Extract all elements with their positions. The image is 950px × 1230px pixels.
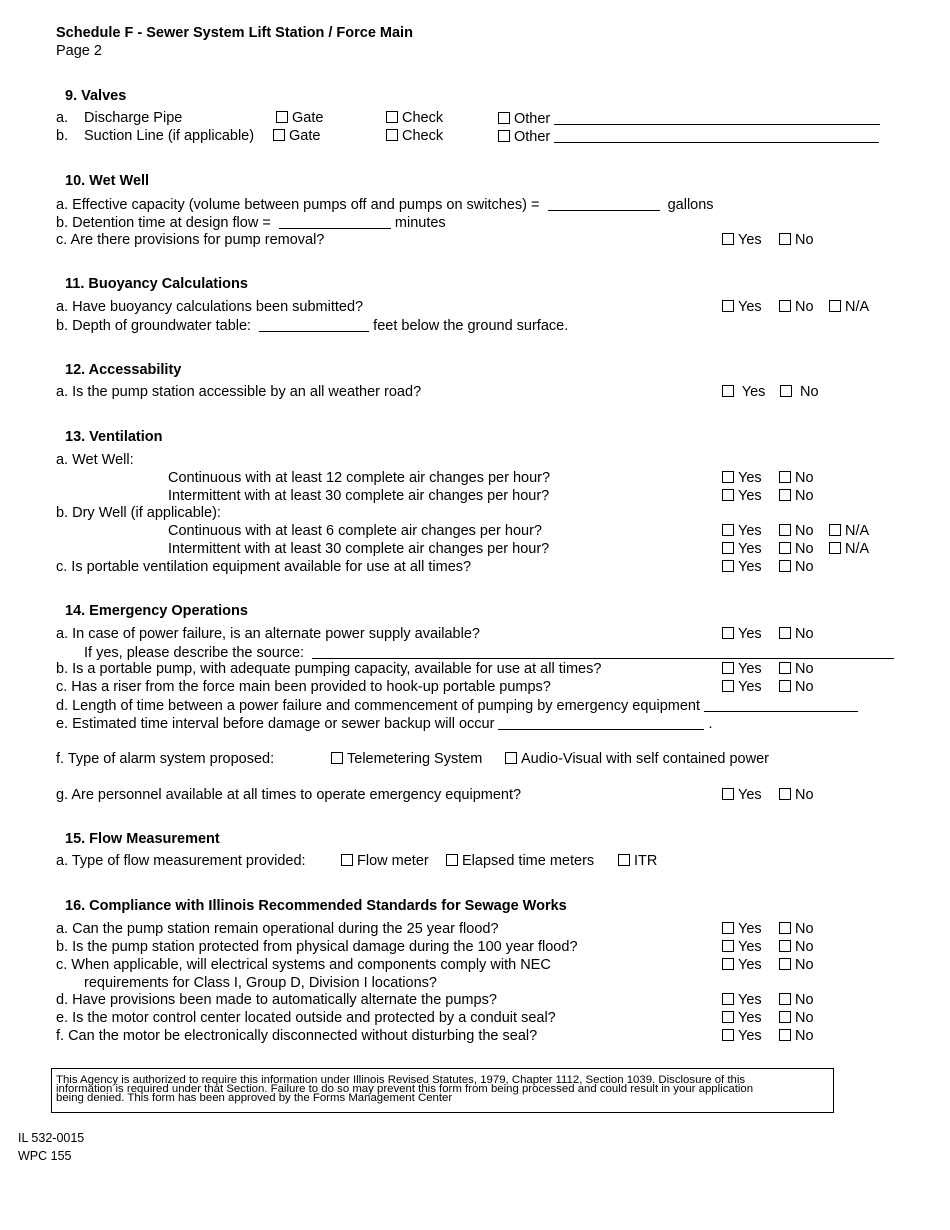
s16-a-no[interactable]: No [779,921,814,938]
s14-f-telemetering[interactable]: Telemetering System [331,751,482,768]
detention-time-field[interactable] [279,214,391,229]
checkbox-icon[interactable] [779,662,791,674]
checkbox-icon[interactable] [779,788,791,800]
s13-a2-no[interactable]: No [779,488,814,505]
checkbox-icon[interactable] [779,1011,791,1023]
s12-a-yes[interactable]: Yes [722,384,765,401]
checkbox-icon[interactable] [618,854,630,866]
s16-c-continued: requirements for Class I, Group D, Division I locations? [84,975,437,991]
s13-b1-no[interactable]: No [779,523,814,540]
section-13-title: 13. Ventilation [65,429,163,445]
s14-g-question: g. Are personnel available at all times to operate emergency equipment? [56,787,522,803]
section-10-title: 10. Wet Well [65,173,150,189]
checkbox-icon[interactable] [386,111,398,123]
checkbox-icon[interactable] [779,922,791,934]
checkbox-icon[interactable] [829,542,841,554]
s10-c-yes[interactable]: Yes [722,232,762,249]
checkbox-icon[interactable] [498,112,510,124]
s16-f-question: f. Can the motor be electronically disconnected without disturbing the seal? [56,1028,538,1044]
checkbox-icon[interactable] [722,922,734,934]
s13-c-question: c. Is portable ventilation equipment available for use at all times? [56,559,472,575]
power-failure-time-field[interactable] [704,697,858,712]
s10-c-no[interactable]: No [779,232,814,249]
checkbox-icon[interactable] [779,300,791,312]
checkbox-icon[interactable] [273,129,285,141]
checkbox-icon[interactable] [779,958,791,970]
s16-f-no[interactable]: No [779,1028,814,1045]
checkbox-icon[interactable] [498,130,510,142]
s16-f-yes[interactable]: Yes [722,1028,762,1045]
checkbox-icon[interactable] [722,958,734,970]
s10-a-row: a. Effective capacity (volume between pumps off and pumps on switches) = gallons [56,197,714,213]
s12-a-question: a. Is the pump station accessible by an all weather road? [56,384,422,400]
s16-a-question: a. Can the pump station remain operational during the 25 year flood? [56,921,499,937]
s16-d-yes[interactable]: Yes [722,992,762,1009]
s14-a-sub-row: If yes, please describe the source: [84,644,894,662]
s9-b-other-field[interactable] [554,128,879,143]
authorization-notice [51,1068,834,1113]
s13-a1-no[interactable]: No [779,470,814,487]
s13-b2-question: Intermittent with at least 30 complete air changes per hour? [168,541,550,557]
s14-c-question: c. Has a riser from the force main been provided to hook-up portable pumps? [56,679,551,695]
section-9-title: 9. Valves [65,88,127,104]
s16-d-question: d. Have provisions been made to automatically alternate the pumps? [56,992,497,1008]
s13-a-label: a. Wet Well: [56,452,134,468]
s13-c-no[interactable]: No [779,559,814,576]
section-14-title: 14. Emergency Operations [65,603,248,619]
s13-c-yes[interactable]: Yes [722,559,762,576]
checkbox-icon[interactable] [829,300,841,312]
s14-a-no[interactable]: No [779,626,814,643]
checkbox-icon[interactable] [829,524,841,536]
s15-itr[interactable]: ITR [618,853,657,870]
s16-c-question: c. When applicable, will electrical systems and components comply with NEC [56,957,551,973]
s14-g-no[interactable]: No [779,787,814,804]
s13-b-label: b. Dry Well (if applicable): [56,505,221,521]
s9-a-check[interactable]: Check [386,110,443,127]
s9-b-gate[interactable]: Gate [273,128,320,145]
s14-a-question: a. In case of power failure, is an alternate power supply available? [56,626,480,642]
s16-e-question: e. Is the motor control center located outside and protected by a conduit seal? [56,1010,556,1026]
section-15-title: 15. Flow Measurement [65,831,220,847]
s11-a-no[interactable]: No [779,299,814,316]
s16-c-no[interactable]: No [779,957,814,974]
s13-a1-question: Continuous with at least 12 complete air changes per hour? [168,470,551,486]
s14-b-no[interactable]: No [779,661,814,678]
s13-b1-na[interactable]: N/A [829,523,869,540]
checkbox-icon[interactable] [341,854,353,866]
checkbox-icon[interactable] [722,1011,734,1023]
s14-e-row: e. Estimated time interval before damage or sewer backup will occur . [56,716,713,732]
s13-b2-no[interactable]: No [779,541,814,558]
s13-b1-yes[interactable]: Yes [722,523,762,540]
checkbox-icon[interactable] [779,940,791,952]
notice-line-1: This Agency is authorized to require this information under Illinois Revised Statutes, 1979, Chapter 1112, Section 1039. Disclosure of this [56,1074,746,1086]
section-11-title: 11. Buoyancy Calculations [65,276,248,292]
s10-b-row: b. Detention time at design flow = minutes [56,215,446,231]
checkbox-icon[interactable] [386,129,398,141]
s14-c-yes[interactable]: Yes [722,679,762,696]
effective-capacity-field[interactable] [548,196,660,211]
power-source-field[interactable] [312,644,894,659]
notice-line-3: being denied. This form has been approved by the Forms Management Center [56,1092,453,1105]
groundwater-depth-field[interactable] [259,317,369,332]
s9-a-other[interactable]: Other [498,110,880,128]
checkbox-icon[interactable] [779,524,791,536]
s9-a-gate[interactable]: Gate [276,110,323,127]
checkbox-icon[interactable] [722,560,734,572]
page-number: Page 2 [56,43,102,59]
checkbox-icon[interactable] [779,471,791,483]
checkbox-icon[interactable] [505,752,517,764]
checkbox-icon[interactable] [722,471,734,483]
s9-a-other-field[interactable] [554,110,880,125]
s14-c-no[interactable]: No [779,679,814,696]
s14-f-audio-visual[interactable]: Audio-Visual with self contained power [505,751,769,768]
s16-d-no[interactable]: No [779,992,814,1009]
s11-b-row: b. Depth of groundwater table: feet below the ground surface. [56,318,569,334]
s13-a2-question: Intermittent with at least 30 complete air changes per hour? [168,488,550,504]
s16-e-no[interactable]: No [779,1010,814,1027]
checkbox-icon[interactable] [722,1029,734,1041]
checkbox-icon[interactable] [722,680,734,692]
checkbox-icon[interactable] [722,627,734,639]
s14-f-question: f. Type of alarm system proposed: [56,751,275,767]
s14-b-yes[interactable]: Yes [722,661,762,678]
s13-a2-yes[interactable]: Yes [722,488,762,505]
checkbox-icon[interactable] [722,524,734,536]
checkbox-icon[interactable] [722,489,734,501]
form-title: Schedule F - Sewer System Lift Station / Force Main [56,25,413,41]
s16-c-yes[interactable]: Yes [722,957,762,974]
s11-a-question: a. Have buoyancy calculations been submitted? [56,299,364,315]
s12-a-no[interactable]: No [780,384,819,401]
s9-b-label: b. [56,128,69,144]
checkbox-icon[interactable] [722,385,734,397]
backup-interval-field[interactable] [498,715,704,730]
form-number: WPC 155 [18,1149,72,1163]
s16-a-yes[interactable]: Yes [722,921,762,938]
checkbox-icon[interactable] [779,560,791,572]
s11-a-yes[interactable]: Yes [722,299,762,316]
s14-g-yes[interactable]: Yes [722,787,762,804]
s14-b-question: b. Is a portable pump, with adequate pumping capacity, available for use at all times? [56,661,602,677]
checkbox-icon[interactable] [331,752,343,764]
checkbox-icon[interactable] [276,111,288,123]
s9-a-text: Discharge Pipe [84,110,183,126]
s9-b-check[interactable]: Check [386,128,443,145]
checkbox-icon[interactable] [779,680,791,692]
s9-b-text: Suction Line (if applicable) [84,128,255,144]
checkbox-icon[interactable] [722,940,734,952]
s15-elapsed-time[interactable]: Elapsed time meters [446,853,594,870]
form-code: IL 532-0015 [18,1131,85,1145]
checkbox-icon[interactable] [779,233,791,245]
s13-a1-yes[interactable]: Yes [722,470,762,487]
checkbox-icon[interactable] [779,627,791,639]
s16-b-no[interactable]: No [779,939,814,956]
s10-c-question: c. Are there provisions for pump removal? [56,232,325,248]
s15-flow-meter[interactable]: Flow meter [341,853,429,870]
notice-line-2: information is required under that Section. Failure to do so may prevent this form from being processed and could result in your application [56,1083,754,1096]
s16-e-yes[interactable]: Yes [722,1010,762,1027]
s14-d-row: d. Length of time between a power failure and commencement of pumping by emergency equipment [56,697,858,715]
checkbox-icon[interactable] [722,542,734,554]
checkbox-icon[interactable] [779,993,791,1005]
section-12-title: 12. Accessability [65,362,182,378]
section-16-title: 16. Compliance with Illinois Recommended Standards for Sewage Works [65,898,567,914]
checkbox-icon[interactable] [779,542,791,554]
checkbox-icon[interactable] [722,788,734,800]
s15-a-question: a. Type of flow measurement provided: [56,853,306,869]
s16-b-question: b. Is the pump station protected from physical damage during the 100 year flood? [56,939,578,955]
checkbox-icon[interactable] [722,662,734,674]
checkbox-icon[interactable] [446,854,458,866]
checkbox-icon[interactable] [722,993,734,1005]
checkbox-icon[interactable] [722,300,734,312]
s16-b-yes[interactable]: Yes [722,939,762,956]
s9-a-label: a. [56,110,69,126]
checkbox-icon[interactable] [779,1029,791,1041]
checkbox-icon[interactable] [779,489,791,501]
s9-b-other[interactable]: Other [498,128,879,146]
s11-a-na[interactable]: N/A [829,299,869,316]
checkbox-icon[interactable] [722,233,734,245]
s13-b2-na[interactable]: N/A [829,541,869,558]
s13-b2-yes[interactable]: Yes [722,541,762,558]
checkbox-icon[interactable] [780,385,792,397]
s13-b1-question: Continuous with at least 6 complete air changes per hour? [168,523,542,539]
s14-a-yes[interactable]: Yes [722,626,762,643]
